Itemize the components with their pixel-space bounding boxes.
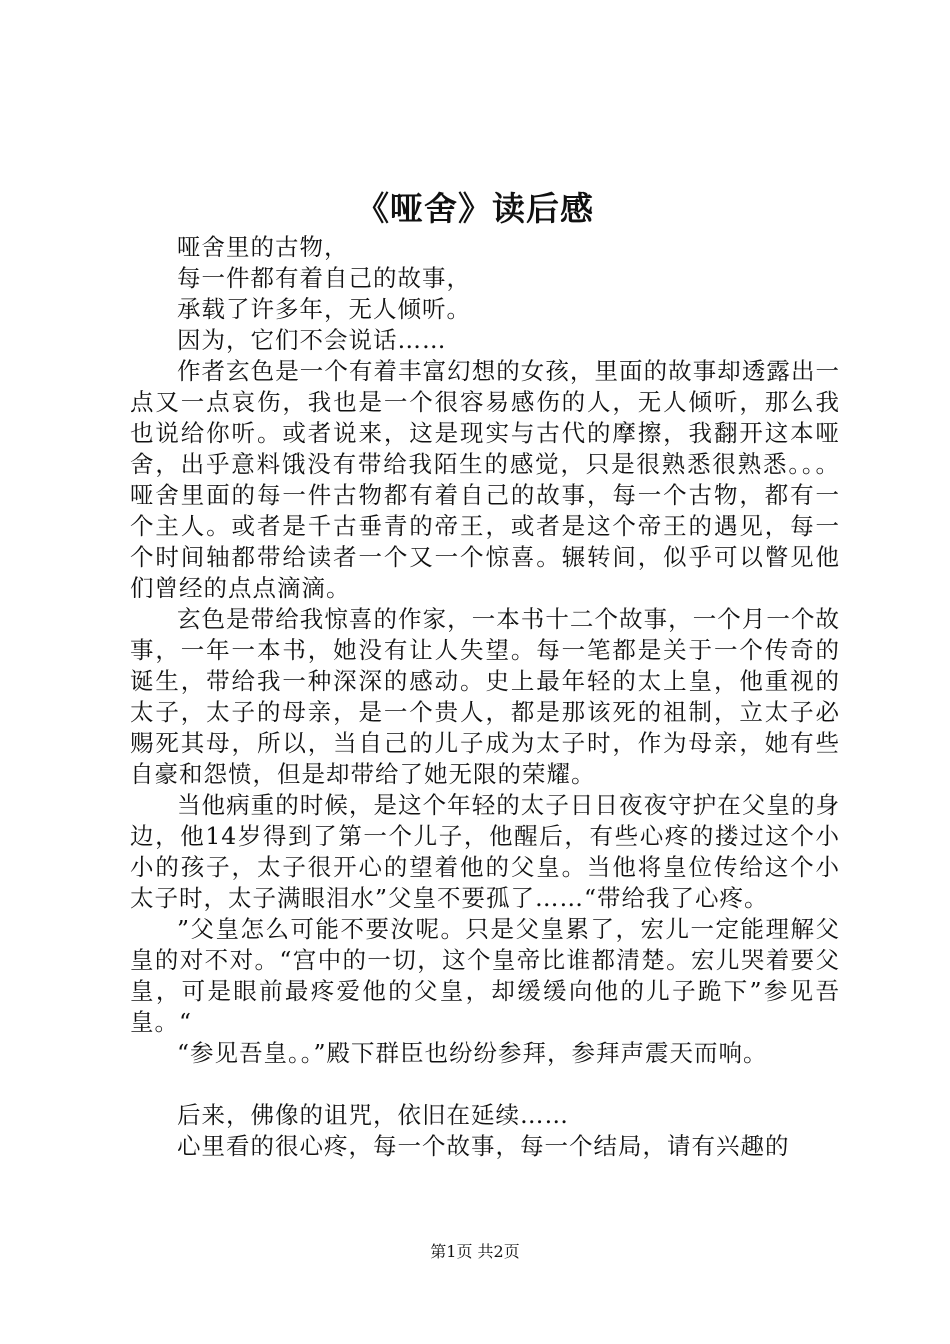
document-title: 《哑舍》读后感 [356, 189, 594, 228]
page-footer: 第1页 共2页 [430, 1242, 520, 1261]
document-body [130, 232, 840, 1162]
paragraph: 哑舍里的古物， [177, 233, 349, 261]
paragraph: 因为，它们不会说话…… [177, 326, 447, 354]
paragraph: 作者玄色是一个有着丰富幻想的女孩，里面的故事却透露出一点又一点哀伤，我也是一个很容易感伤的人，无人倾听，那么我也说给你听。或者说来，这是现实与古代的摩擦，我翻开这本哑舍，出乎意料饿没有带给我陌生的感觉，只是很熟悉很熟悉。。。哑舍里面的每一件古物都有着自己的故事，每一个古物，都有一个主人。或者是千古垂青的帝王，或者是这个帝王的遇见，每一个时间轴都带给读者一个又一个惊喜。辗转间，似乎可以瞥见他们曾经的点点滴滴。 [130, 357, 840, 602]
paragraph: 心里看的很心疼，每一个故事，每一个结局，请有兴趣的 [177, 1132, 790, 1160]
paragraph: 玄色是带给我惊喜的作家，一本书十二个故事，一个月一个故事，一年一本书，她没有让人失望。每一笔都是关于一个传奇的诞生，带给我一种深深的感动。史上最年轻的太上皇，他重视的太子，太子的母亲，是一个贵人，都是那该死的祖制，立太子必赐死其母，所以，当自己的儿子成为太子时，作为母亲，她有些自豪和怨愤，但是却带给了她无限的荣耀。 [130, 605, 840, 788]
paragraph: 当他病重的时候，是这个年轻的太子日日夜夜守护在父皇的身边，他14岁得到了第一个儿子，他醒后，有些心疼的搂过这个小小的孩子，太子很开心的望着他的父皇。当他将皇位传给这个小太子时，太子满眼泪水”父皇不要孤了……“带给我了心疼。 [130, 791, 840, 912]
paragraph: 每一件都有着自己的故事， [177, 264, 471, 292]
blank-line [130, 1069, 840, 1100]
paragraph: ”父皇怎么可能不要汝呢。只是父皇累了，宏儿一定能理解父皇的对不对。“宫中的一切，这个皇帝比谁都清楚。宏儿哭着要父皇，可是眼前最疼爱他的父皇，却缓缓向他的儿子跪下”参见吾皇。“ [130, 915, 840, 1036]
paragraph: 后来，佛像的诅咒，依旧在延续…… [177, 1101, 569, 1129]
paragraph: 承载了许多年，无人倾听。 [177, 295, 471, 323]
paragraph: “参见吾皇。。”殿下群臣也纷纷参拜，参拜声震天而响。 [177, 1039, 768, 1067]
